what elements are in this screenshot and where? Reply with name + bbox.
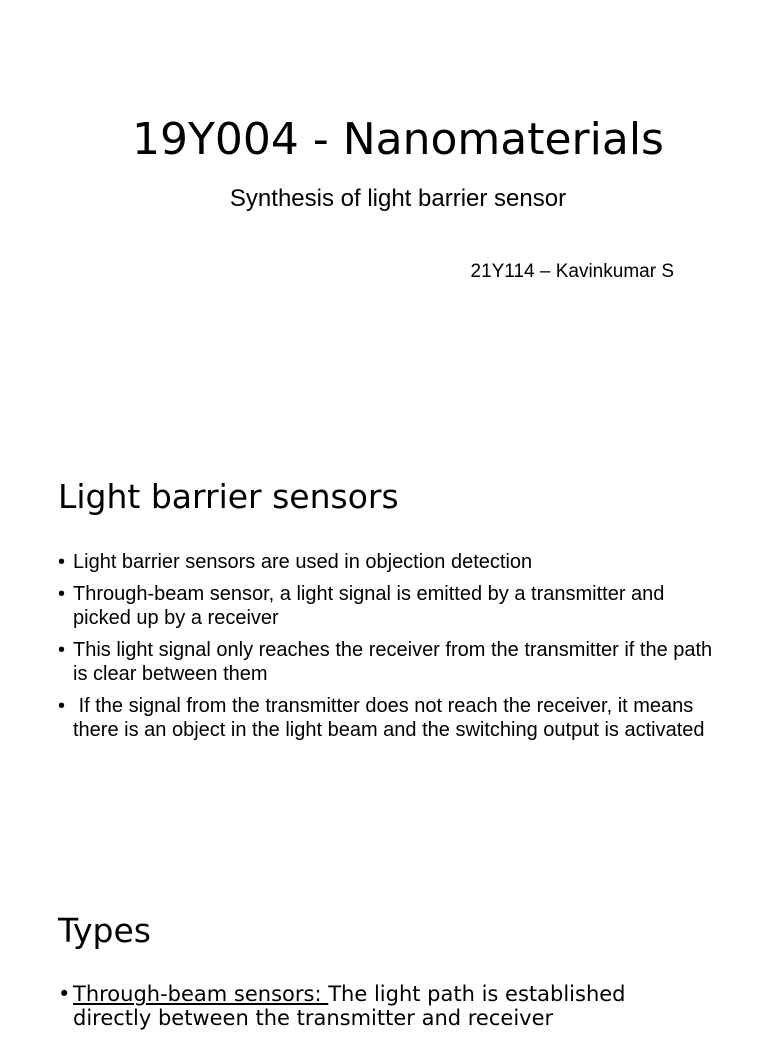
bullet-icon: • [58, 551, 66, 573]
presentation-title: 19Y004 - Nanomaterials [132, 114, 664, 165]
bullet-icon: • [58, 583, 66, 605]
list-item [58, 982, 698, 1030]
bullet-text: Through-beam sensor, a light signal is emitted by a transmitter and picked up by a receiver [73, 583, 665, 629]
types-slide [0, 880, 768, 1030]
bullet-list [58, 982, 698, 1038]
author-line: 21Y114 – Kavinkumar S [470, 261, 674, 282]
list-item [58, 638, 718, 686]
title-slide [0, 0, 768, 420]
bullet-text: Light barrier sensors are used in objection detection [73, 551, 533, 573]
bullet-text: The light path is established directly between the transmitter and receiver [73, 982, 626, 1030]
bullet-icon: • [58, 695, 66, 717]
presentation-subtitle: Synthesis of light barrier sensor [229, 185, 567, 212]
light-barrier-slide [0, 440, 768, 860]
bullet-list [58, 550, 718, 750]
bullet-icon: • [58, 639, 66, 661]
list-item [58, 550, 718, 574]
bullet-text: If the signal from the transmitter does not reach the receiver, it means there is an object in the light beam and the switching output is activated [73, 695, 705, 741]
slide-heading: Types [58, 911, 151, 950]
bullet-text: This light signal only reaches the receiver from the transmitter if the path is clear between them [73, 639, 713, 685]
list-item [58, 694, 718, 742]
bullet-term: Through-beam sensors: [73, 982, 329, 1006]
bullet-icon: • [58, 982, 71, 1006]
slide-heading: Light barrier sensors [58, 477, 399, 516]
list-item [58, 582, 718, 630]
